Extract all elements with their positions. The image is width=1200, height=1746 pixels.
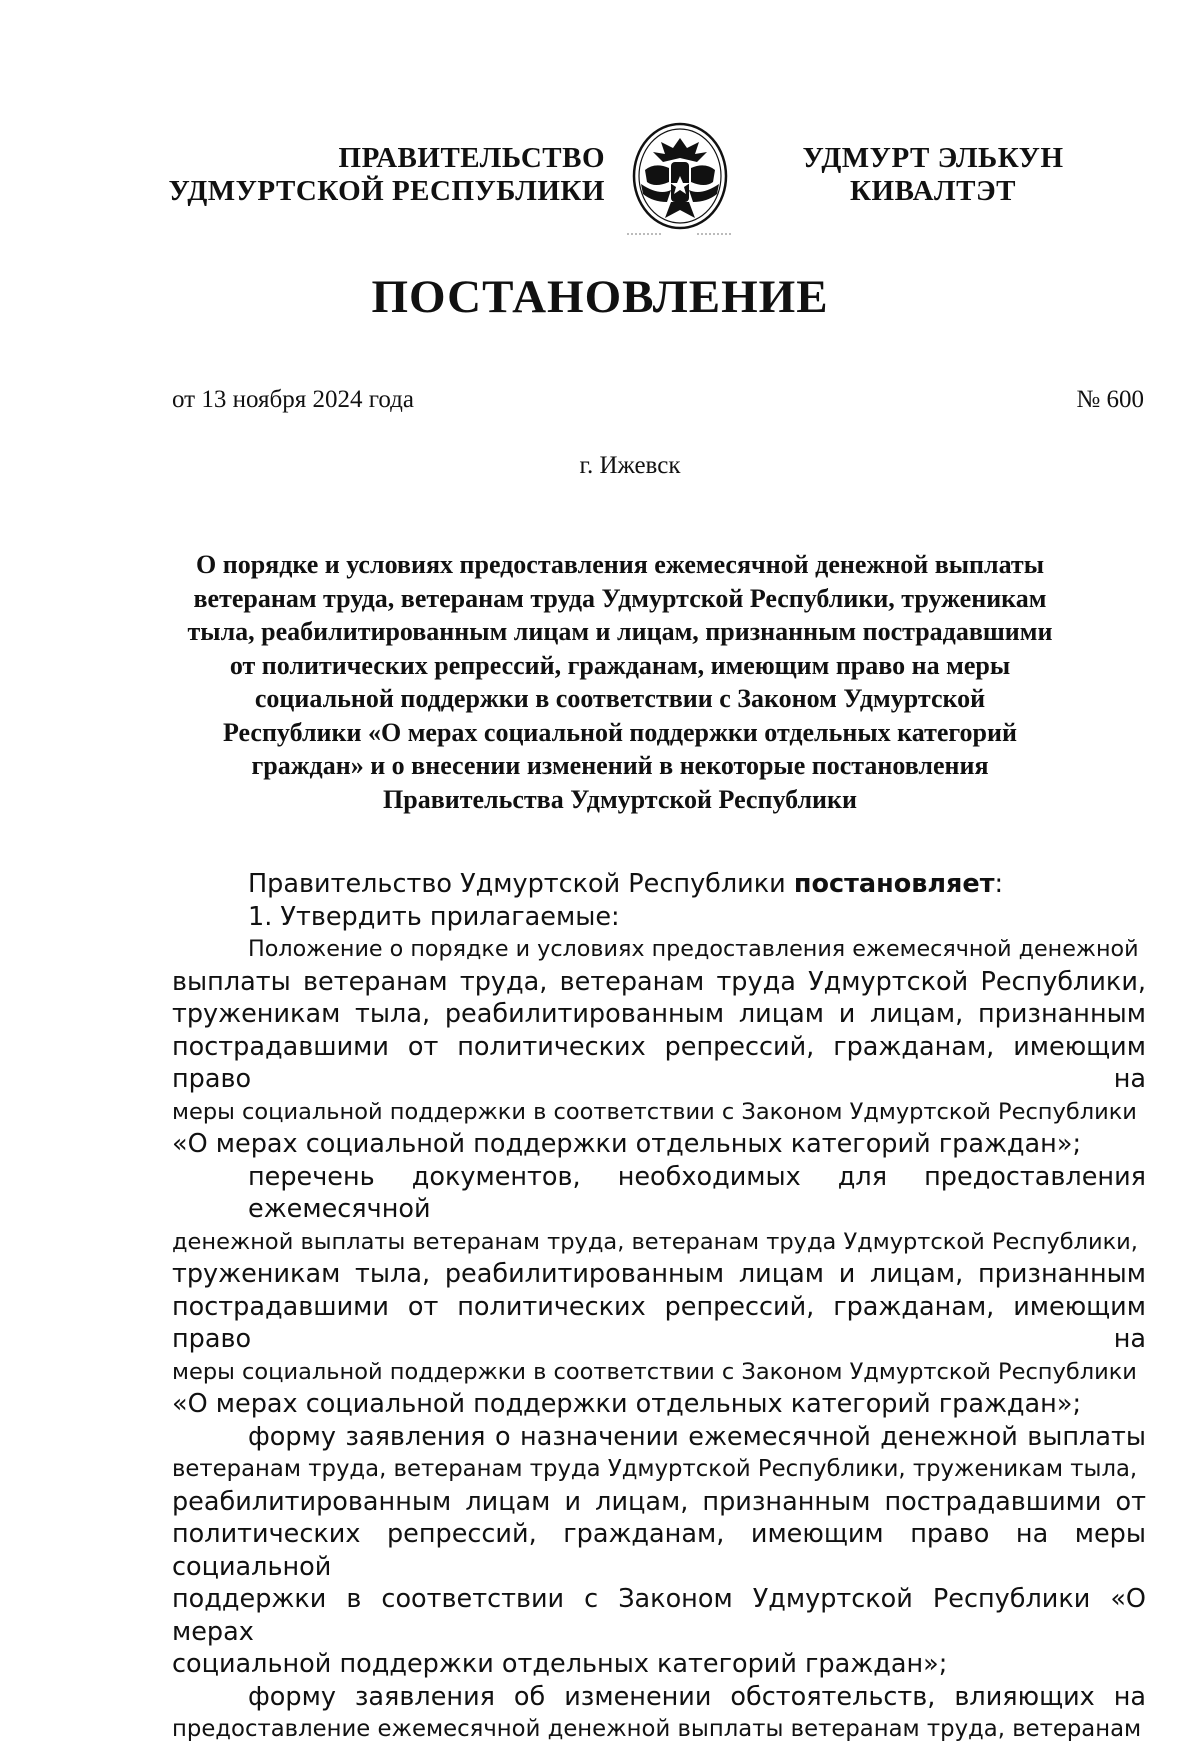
body-line: труженикам тыла, реабилитированным лицам и лицам, признанным — [172, 1259, 1146, 1289]
body-line: поддержки в соответствии с Законом Удмуртской Республики «О мерах — [172, 1584, 1146, 1647]
subject-line: от политических репрессий, гражданам, имеющим право на меры — [229, 650, 1011, 680]
item-1: 1. Утвердить прилагаемые: — [248, 901, 620, 932]
body-line: выплаты ветеранам труда, ветеранам труда Удмуртской Республики, — [172, 966, 1146, 997]
document-subject — [180, 548, 1060, 816]
subject-line: О порядке и условиях предоставления ежемесячной денежной выплаты — [196, 550, 1044, 579]
body-line: предоставление ежемесячной денежной выплаты ветеранам труда, ветеранам — [172, 1716, 1142, 1742]
body-line: ветеранам труда, ветеранам труда Удмуртской Республики, труженикам тыла, — [172, 1456, 1138, 1482]
header-left-line-1: ПРАВИТЕЛЬСТВО — [338, 142, 605, 174]
header-right-line-2: КИВАЛТЭТ — [849, 175, 1016, 208]
body-line: Положение о порядке и условиях предоставления ежемесячной денежной — [248, 936, 1139, 962]
header-left — [168, 142, 605, 209]
subject-line: граждан» и о внесении изменений в некоторые постановления — [251, 751, 989, 780]
subject-line: ветеранам труда, ветеранам труда Удмуртской Республики, труженикам — [193, 583, 1047, 613]
body-line: меры социальной поддержки в соответствии с Законом Удмуртской Республики — [172, 1358, 1137, 1385]
body-line: «О мерах социальной поддержки отдельных категорий граждан»; — [172, 1389, 1082, 1419]
body-line: пострадавшими от политических репрессий, гражданам, имеющим право на — [172, 1031, 1146, 1094]
document-number: № 600 — [1076, 386, 1144, 413]
body-line: политических репрессий, гражданам, имеющим право на меры социальной — [172, 1519, 1146, 1582]
body-line: пострадавшими от политических репрессий, гражданам, имеющим право на — [172, 1291, 1146, 1354]
body-line: меры социальной поддержки в соответствии с Законом Удмуртской Республики — [172, 1098, 1137, 1125]
header-right-line-1: УДМУРТ ЭЛЬКУН — [802, 142, 1064, 174]
header-right — [773, 142, 1093, 209]
subject-line: социальной поддержки в соответствии с Законом Удмуртской — [254, 684, 986, 713]
body-line: «О мерах социальной поддержки отдельных категорий граждан»; — [172, 1129, 1082, 1159]
intro-bold-text: постановляет — [793, 869, 995, 899]
document-date: от 13 ноября 2024 года — [172, 386, 414, 413]
subject-line: Правительства Удмуртской Республики — [383, 784, 857, 814]
header-left-line-2: УДМУРТСКОЙ РЕСПУБЛИКИ — [168, 175, 605, 208]
subject-line: тыла, реабилитированным лицам и лицам, признанным пострадавшими — [187, 617, 1053, 646]
intro-paragraph — [172, 868, 1146, 901]
intro-colon: : — [994, 869, 1004, 899]
subject-line: Республики «О мерах социальной поддержки отдельных категорий — [223, 717, 1017, 747]
body-line: форму заявления о назначении ежемесячной денежной выплаты — [248, 1421, 1146, 1452]
coat-of-arms-icon — [625, 118, 735, 238]
body-line: социальной поддержки отдельных категорий граждан»; — [172, 1649, 948, 1679]
document-city: г. Ижевск — [579, 452, 681, 479]
body-line: перечень документов, необходимых для предоставления ежемесячной — [248, 1161, 1146, 1224]
body-line: форму заявления об изменении обстоятельств, влияющих на — [248, 1681, 1146, 1712]
body-line: денежной выплаты ветеранам труда, ветеранам труда Удмуртской Республики, — [172, 1228, 1138, 1255]
document-type-title: ПОСТАНОВЛЕНИЕ — [371, 271, 829, 323]
body-line: реабилитированным лицам и лицам, признанным пострадавшими от — [172, 1486, 1146, 1517]
intro-text: Правительство Удмуртской Республики — [248, 869, 794, 899]
body-line: труженикам тыла, реабилитированным лицам и лицам, признанным — [172, 999, 1146, 1029]
document-body — [172, 868, 1146, 1746]
